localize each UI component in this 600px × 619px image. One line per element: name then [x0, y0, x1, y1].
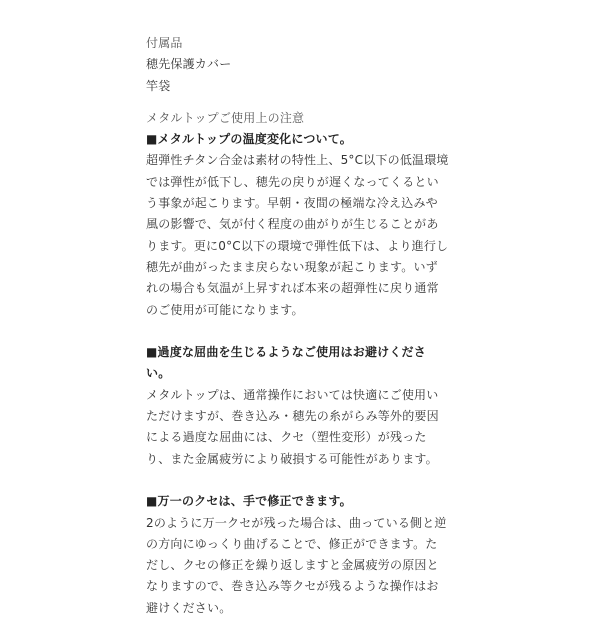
section-body-line: 風の影響で、気が付く程度の曲がりが生じることがあ — [146, 217, 439, 232]
section-title: い。 — [146, 366, 171, 381]
section-title: ■メタルトップの温度変化について。 — [146, 132, 352, 147]
section-body-line: 穂先が曲がったまま戻らない現象が起こります。いず — [146, 259, 438, 274]
section-body-line: う事象が起こります。早朝・夜間の極端な冷え込みや — [146, 196, 438, 211]
accessory-item: 竿袋 — [146, 78, 171, 93]
section-body-line: 避けください。 — [146, 600, 232, 615]
document — [146, 33, 476, 619]
notice-heading: メタルトップご使用上の注意 — [146, 110, 305, 125]
section-body-line: のご使用が可能になります。 — [146, 302, 304, 317]
section-body-line: メタルトップは、通常操作においては快適にご使用い — [146, 387, 439, 402]
section-body-line: の方向にゆっくり曲げることで、修正ができます。た — [146, 536, 438, 551]
section-body-line: り、また金属疲労により破損する可能性があります。 — [146, 451, 438, 466]
section-body-line: ただけますが、巻き込み・穂先の糸がらみ等外的要因 — [146, 409, 439, 424]
section-title: ■万一のクセは、手で修正できます。 — [146, 494, 352, 509]
accessories-heading: 付属品 — [146, 36, 183, 50]
section-body-line: では弾性が低下し、穂先の戻りが遅くなってくるとい — [146, 174, 439, 189]
accessory-item: 穂先保護カバー — [146, 57, 232, 72]
section-body-line: れの場合も気温が上昇すれば本来の超弾性に戻り通常 — [146, 281, 439, 296]
section-body-line: ります。更に0°C以下の環境で弾性低下は、より進行し — [146, 238, 449, 253]
section-body-line: による過度な屈曲には、クセ（塑性変形）が残った — [146, 430, 427, 445]
section-body-line: だし、クセの修正を繰り返しますと金属疲労の原因と — [146, 558, 439, 573]
section-title: ■過度な屈曲を生じるようなご使用はお避けくださ — [146, 345, 426, 360]
section-body-line: 超弾性チタン合金は素材の特性上、5°C以下の低温環境 — [146, 153, 449, 168]
section-body-line: なりますので、巻き込み等クセが残るような操作はお — [146, 579, 439, 594]
section-body-line: 2のように万一クセが残った場合は、曲っている側と逆 — [146, 515, 447, 530]
